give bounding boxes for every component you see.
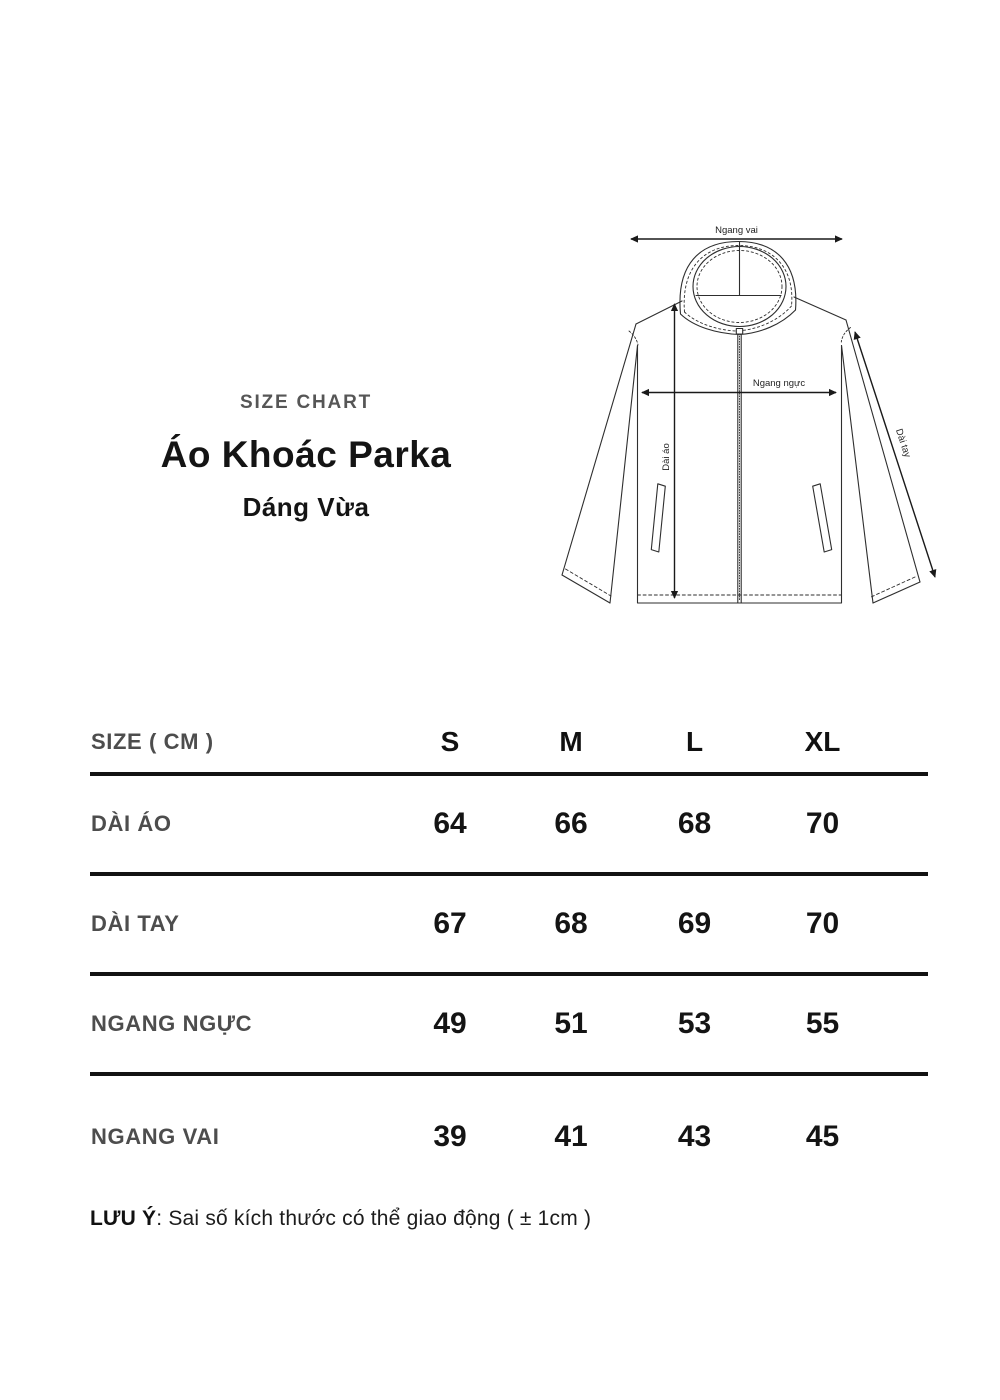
left-sleeve — [562, 324, 636, 575]
size-table — [90, 712, 928, 1198]
cell-value: 49 — [433, 1007, 467, 1040]
right-pocket — [813, 484, 832, 552]
cell-value: 39 — [433, 1120, 467, 1153]
cell-value: 45 — [805, 1120, 840, 1153]
cell-value: 51 — [554, 1007, 588, 1040]
jacket-diagram — [545, 215, 945, 625]
cell-value: 64 — [433, 807, 467, 840]
body-length-label: Dài áo — [661, 443, 672, 471]
table-row-ngang-nguc — [90, 976, 928, 1076]
table-row-dai-ao — [90, 776, 928, 876]
size-col-m: M — [559, 726, 583, 757]
jacket-line-drawing — [545, 215, 945, 625]
cell-value: 69 — [677, 907, 712, 940]
cell-value: 70 — [805, 907, 840, 940]
size-col-l: L — [685, 726, 704, 757]
cell-value: 66 — [554, 807, 588, 840]
row-label: DÀI TAY — [91, 911, 180, 936]
cell-value: 70 — [805, 807, 840, 840]
tolerance-note-lead: LƯU Ý — [90, 1207, 157, 1230]
cell-value: 41 — [554, 1120, 588, 1153]
size-table-header — [90, 712, 928, 776]
size-col-xl: XL — [804, 726, 841, 757]
size-unit-header: SIZE ( CM ) — [91, 729, 214, 754]
zipper-slider — [736, 329, 742, 335]
fit-subtitle: Dáng Vừa — [242, 492, 370, 522]
row-label: NGANG VAI — [91, 1124, 220, 1149]
row-label: NGANG NGỰC — [91, 1011, 253, 1036]
table-row-dai-tay — [90, 876, 928, 976]
sleeve-length-arrow — [855, 332, 935, 577]
cell-value: 43 — [677, 1120, 712, 1153]
eyebrow-size-chart: SIZE CHART — [240, 392, 372, 413]
title-block — [96, 392, 516, 523]
chest-width-label: Ngang ngực — [752, 378, 806, 389]
row-label: DÀI ÁO — [91, 811, 172, 836]
shoulder-width-label: Ngang vai — [715, 225, 758, 236]
table-row-ngang-vai — [90, 1076, 928, 1198]
tolerance-note-text: : Sai số kích thước có thể giao động ( ± 1cm ) — [156, 1207, 592, 1230]
left-pocket — [651, 484, 665, 552]
tolerance-note — [90, 1207, 591, 1231]
product-title: Áo Khoác Parka — [160, 434, 452, 475]
size-col-s: S — [440, 726, 460, 757]
cell-value: 67 — [433, 907, 467, 940]
cell-value: 68 — [677, 807, 712, 840]
cell-value: 55 — [805, 1007, 840, 1040]
right-shoulder-seam — [794, 297, 846, 320]
cell-value: 68 — [554, 907, 588, 940]
sleeve-length-label: Dài tay — [893, 427, 913, 459]
cell-value: 53 — [677, 1007, 712, 1040]
